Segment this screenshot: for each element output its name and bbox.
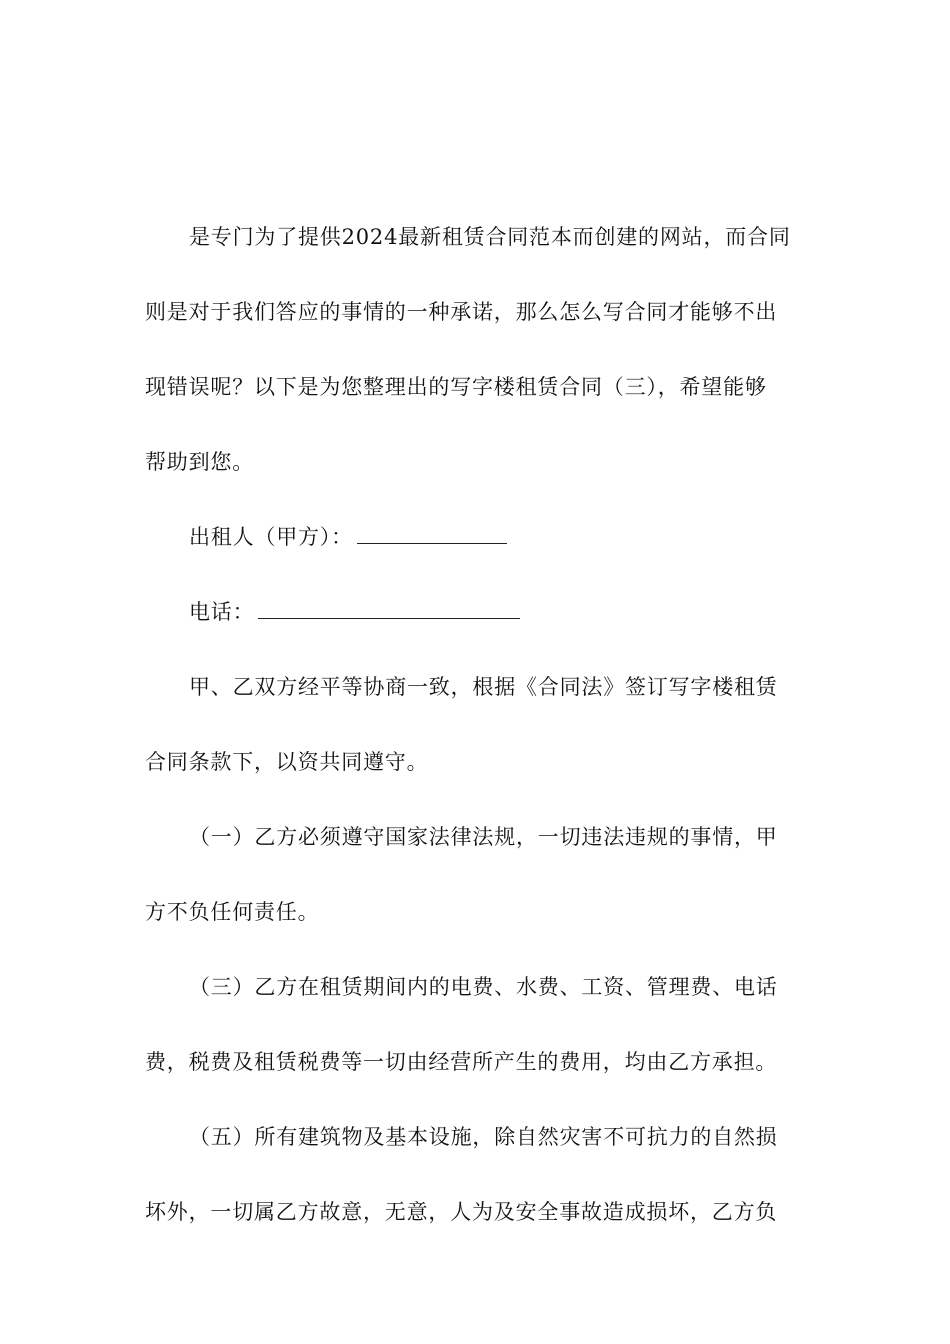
- text-line: 现错误呢？以下是为您整理出的写字楼租赁合同（三），希望能够: [145, 375, 767, 399]
- text-line: （五）所有建筑物及基本设施，除自然灾害不可抗力的自然损: [189, 1125, 778, 1149]
- text-line: 帮助到您。: [145, 450, 254, 474]
- text-line: 则是对于我们答应的事情的一种承诺，那么怎么写合同才能够不出: [145, 300, 778, 324]
- document-body: [145, 200, 800, 1250]
- text-line: 甲、乙双方经平等协商一致，根据《合同法》签订写字楼租赁: [189, 675, 778, 699]
- lessor-label: 出租人（甲方）：: [189, 525, 353, 549]
- phone-field: [145, 575, 800, 650]
- lessor-blank: [357, 527, 507, 544]
- phone-label: 电话：: [189, 600, 255, 624]
- text-line: 坏外，一切属乙方故意，无意，人为及安全事故造成损坏，乙方负: [145, 1200, 778, 1224]
- text-line: 方不负任何责任。: [145, 900, 320, 924]
- agreement-paragraph: [145, 650, 800, 800]
- text-line: （一）乙方必须遵守国家法律法规，一切违法违规的事情，甲: [189, 825, 778, 849]
- text-line: （三）乙方在租赁期间内的电费、水费、工资、管理费、电话: [189, 975, 778, 999]
- lessor-field: [145, 500, 800, 575]
- phone-blank: [258, 602, 520, 619]
- text-line: 费，税费及租赁税费等一切由经营所产生的费用，均由乙方承担。: [145, 1050, 778, 1074]
- text-line: 合同条款下，以资共同遵守。: [145, 750, 429, 774]
- intro-paragraph: [145, 200, 800, 500]
- clause-1: [145, 800, 800, 950]
- clause-3: [145, 950, 800, 1100]
- clause-5: [145, 1100, 800, 1250]
- text-line: 是专门为了提供2024最新租赁合同范本而创建的网站，而合同: [189, 225, 791, 249]
